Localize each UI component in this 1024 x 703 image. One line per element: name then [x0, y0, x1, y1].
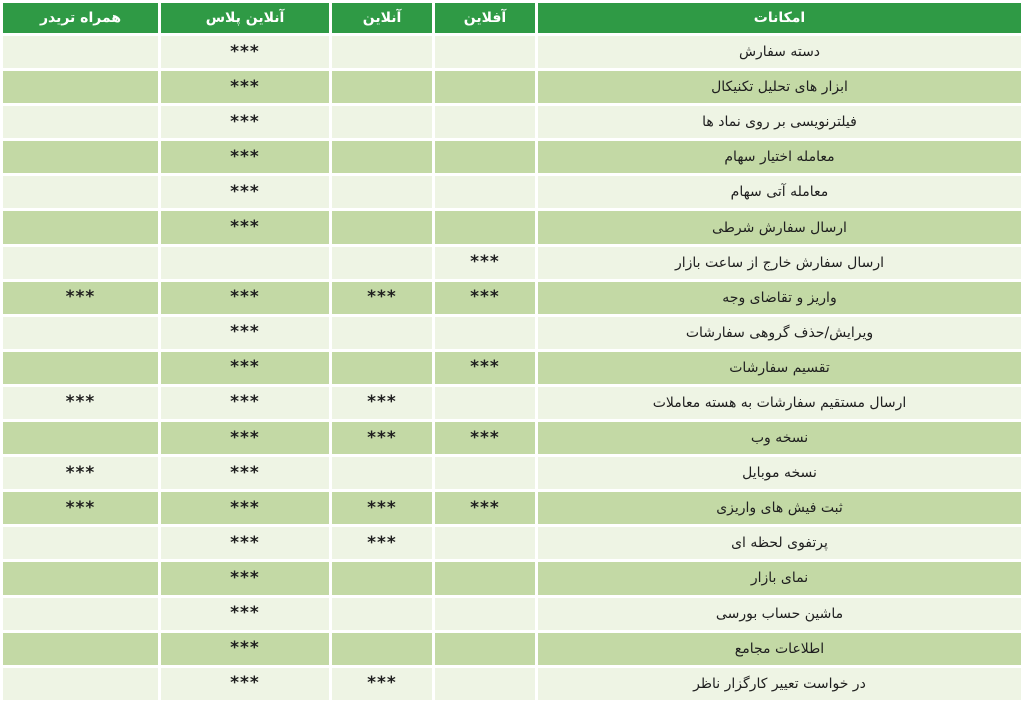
cell-feature-name: نمای بازار: [538, 562, 1021, 594]
table-body: [3, 36, 1021, 700]
cell-online: [332, 352, 432, 384]
cell-offline: ***: [435, 352, 535, 384]
cell-offline: [435, 141, 535, 173]
cell-online-plus: ***: [161, 141, 329, 173]
cell-mobile-trader: [3, 527, 158, 559]
header-feature: امکانات: [538, 3, 1021, 33]
table-row: [3, 247, 1021, 279]
cell-mobile-trader: [3, 71, 158, 103]
cell-feature-name: در خواست تعییر کارگزار ناظر: [538, 668, 1021, 700]
cell-online: [332, 211, 432, 243]
table-row: [3, 387, 1021, 419]
cell-online: [332, 598, 432, 630]
header-online-plus: آنلاین پلاس: [161, 3, 329, 33]
cell-feature-name: ثبت فیش های واریزی: [538, 492, 1021, 524]
cell-online: [332, 633, 432, 665]
cell-mobile-trader: [3, 247, 158, 279]
cell-feature-name: ارسال سفارش خارج از ساعت بازار: [538, 247, 1021, 279]
table-row: [3, 633, 1021, 665]
cell-offline: [435, 211, 535, 243]
cell-online-plus: ***: [161, 71, 329, 103]
cell-online: ***: [332, 387, 432, 419]
cell-feature-name: تقسیم سفارشات: [538, 352, 1021, 384]
cell-offline: ***: [435, 492, 535, 524]
cell-online-plus: ***: [161, 633, 329, 665]
cell-feature-name: معامله اختیار سهام: [538, 141, 1021, 173]
header-row: [3, 3, 1021, 33]
cell-mobile-trader: [3, 36, 158, 68]
cell-online-plus: ***: [161, 457, 329, 489]
cell-online: [332, 457, 432, 489]
cell-mobile-trader: ***: [3, 457, 158, 489]
cell-mobile-trader: ***: [3, 282, 158, 314]
table-row: [3, 36, 1021, 68]
cell-online-plus: ***: [161, 668, 329, 700]
header-offline: آفلاین: [435, 3, 535, 33]
cell-online-plus: ***: [161, 352, 329, 384]
table-row: [3, 211, 1021, 243]
table-row: [3, 457, 1021, 489]
header-mobile-trader: همراه تریدر: [3, 3, 158, 33]
table-row: [3, 141, 1021, 173]
cell-online: [332, 36, 432, 68]
cell-online-plus: ***: [161, 527, 329, 559]
cell-feature-name: ارسال سفارش شرطی: [538, 211, 1021, 243]
cell-feature-name: نسخه وب: [538, 422, 1021, 454]
cell-feature-name: فیلترنویسی بر روی نماد ها: [538, 106, 1021, 138]
cell-online: [332, 247, 432, 279]
cell-mobile-trader: [3, 668, 158, 700]
cell-online: ***: [332, 668, 432, 700]
cell-offline: ***: [435, 282, 535, 314]
cell-offline: [435, 598, 535, 630]
cell-offline: [435, 633, 535, 665]
cell-feature-name: ابزار های تحلیل تکنیکال: [538, 71, 1021, 103]
cell-offline: [435, 668, 535, 700]
cell-online-plus: ***: [161, 36, 329, 68]
cell-mobile-trader: [3, 352, 158, 384]
cell-feature-name: ارسال مستقیم سفارشات به هسته معاملات: [538, 387, 1021, 419]
cell-online-plus: ***: [161, 422, 329, 454]
cell-mobile-trader: [3, 422, 158, 454]
cell-online: ***: [332, 527, 432, 559]
cell-mobile-trader: ***: [3, 492, 158, 524]
cell-online: [332, 317, 432, 349]
cell-feature-name: پرتفوی لحظه ای: [538, 527, 1021, 559]
cell-mobile-trader: [3, 141, 158, 173]
cell-feature-name: ماشین حساب بورسی: [538, 598, 1021, 630]
cell-feature-name: دسته سفارش: [538, 36, 1021, 68]
cell-offline: [435, 387, 535, 419]
cell-online: ***: [332, 282, 432, 314]
cell-online: ***: [332, 422, 432, 454]
cell-online: [332, 562, 432, 594]
cell-online-plus: ***: [161, 562, 329, 594]
cell-mobile-trader: [3, 211, 158, 243]
cell-online-plus: ***: [161, 317, 329, 349]
cell-offline: ***: [435, 422, 535, 454]
table-row: [3, 317, 1021, 349]
cell-online-plus: ***: [161, 176, 329, 208]
cell-online-plus: ***: [161, 598, 329, 630]
cell-offline: [435, 527, 535, 559]
table-row: [3, 352, 1021, 384]
cell-online: [332, 176, 432, 208]
cell-online: [332, 71, 432, 103]
cell-online: [332, 141, 432, 173]
table-row: [3, 598, 1021, 630]
cell-feature-name: اطلاعات مجامع: [538, 633, 1021, 665]
cell-online-plus: ***: [161, 492, 329, 524]
table-row: [3, 492, 1021, 524]
cell-mobile-trader: [3, 562, 158, 594]
cell-mobile-trader: [3, 317, 158, 349]
cell-online: ***: [332, 492, 432, 524]
cell-online-plus: ***: [161, 211, 329, 243]
cell-offline: [435, 106, 535, 138]
cell-offline: [435, 317, 535, 349]
cell-mobile-trader: [3, 598, 158, 630]
cell-online-plus: ***: [161, 282, 329, 314]
cell-offline: [435, 176, 535, 208]
cell-feature-name: ویرایش/حذف گروهی سفارشات: [538, 317, 1021, 349]
cell-online-plus: ***: [161, 106, 329, 138]
cell-offline: [435, 457, 535, 489]
cell-online: [332, 106, 432, 138]
cell-offline: [435, 562, 535, 594]
cell-mobile-trader: [3, 176, 158, 208]
table-row: [3, 527, 1021, 559]
cell-offline: ***: [435, 247, 535, 279]
table-row: [3, 562, 1021, 594]
cell-mobile-trader: ***: [3, 387, 158, 419]
cell-feature-name: معامله آتی سهام: [538, 176, 1021, 208]
table-row: [3, 422, 1021, 454]
cell-mobile-trader: [3, 633, 158, 665]
table-row: [3, 106, 1021, 138]
cell-online-plus: [161, 247, 329, 279]
cell-mobile-trader: [3, 106, 158, 138]
cell-offline: [435, 36, 535, 68]
table-row: [3, 71, 1021, 103]
table-row: [3, 176, 1021, 208]
header-online: آنلاین: [332, 3, 432, 33]
cell-offline: [435, 71, 535, 103]
cell-online-plus: ***: [161, 387, 329, 419]
table-row: [3, 282, 1021, 314]
cell-feature-name: نسخه موبایل: [538, 457, 1021, 489]
table-row: [3, 668, 1021, 700]
cell-feature-name: واریز و تقاضای وجه: [538, 282, 1021, 314]
